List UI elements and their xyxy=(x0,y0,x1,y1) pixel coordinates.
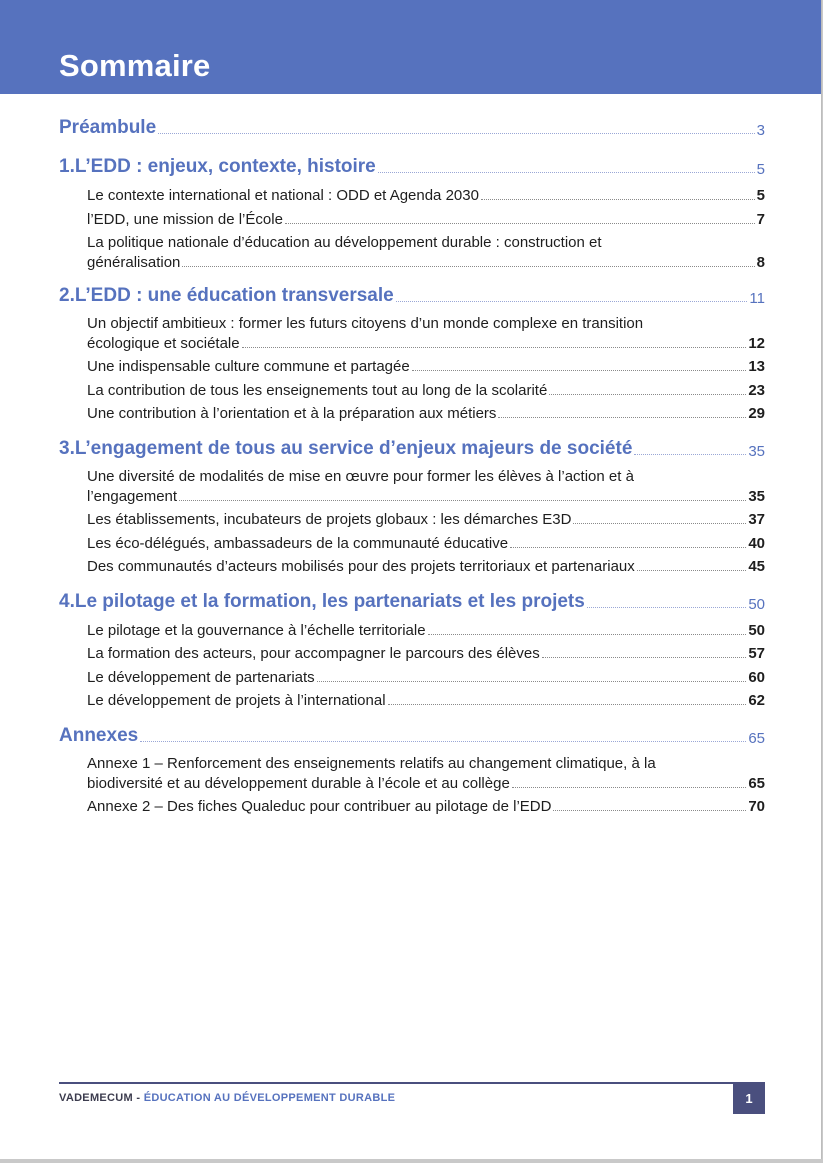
toc-item[interactable] xyxy=(87,405,765,422)
toc-page-number: 70 xyxy=(748,798,765,815)
dot-leader xyxy=(512,787,747,788)
toc-item-label: Une contribution à l’orientation et à la préparation aux métiers xyxy=(87,405,497,422)
toc-page-number: 37 xyxy=(748,511,765,528)
toc-page-number: 8 xyxy=(756,254,765,271)
dot-leader xyxy=(285,223,755,224)
toc-item-label: écologique et sociétale xyxy=(87,335,240,352)
toc-item[interactable] xyxy=(87,669,765,686)
toc-page-number: 60 xyxy=(748,669,765,686)
header-band xyxy=(0,0,821,94)
toc-item-line1[interactable]: Une diversité de modalités de mise en œuvre pour former les élèves à l’action et à xyxy=(87,468,634,485)
toc-page-number: 35 xyxy=(748,443,765,460)
toc-item-label: Une indispensable culture commune et partagée xyxy=(87,358,410,375)
dot-leader xyxy=(182,266,754,267)
toc-page-number: 50 xyxy=(748,596,765,613)
toc-item-label: Des communautés d’acteurs mobilisés pour des projets territoriaux et partenariaux xyxy=(87,558,635,575)
toc-item[interactable] xyxy=(87,335,765,352)
dot-leader xyxy=(481,199,755,200)
toc-page-number: 40 xyxy=(748,535,765,552)
toc-item-line1[interactable]: La politique nationale d’éducation au développement durable : construction et xyxy=(87,234,602,251)
toc-item[interactable] xyxy=(87,488,765,505)
toc-item[interactable] xyxy=(87,211,765,228)
toc-page-number: 23 xyxy=(748,382,765,399)
footer-brand: VADEMECUM - xyxy=(59,1092,141,1104)
dot-leader xyxy=(549,394,746,395)
dot-leader xyxy=(158,133,755,134)
toc-item[interactable] xyxy=(87,535,765,552)
toc-page-number: 62 xyxy=(748,692,765,709)
dot-leader xyxy=(553,810,746,811)
toc-section-label: 1.L’EDD : enjeux, contexte, histoire xyxy=(59,156,376,177)
toc-item[interactable] xyxy=(87,775,765,792)
dot-leader xyxy=(637,570,747,571)
toc-item-label: biodiversité et au développement durable à l’école et au collège xyxy=(87,775,510,792)
toc-page-number: 7 xyxy=(756,211,765,228)
toc-item-label: généralisation xyxy=(87,254,181,271)
dot-leader xyxy=(378,172,755,173)
toc-item-label: Le développement de projets à l’international xyxy=(87,692,386,709)
toc-section-label: Préambule xyxy=(59,117,157,138)
toc-item[interactable] xyxy=(87,511,765,528)
toc-item[interactable] xyxy=(87,254,765,271)
toc-item-label: Le développement de partenariats xyxy=(87,669,315,686)
dot-leader xyxy=(140,741,746,742)
toc-item[interactable] xyxy=(87,358,765,375)
toc-item[interactable] xyxy=(87,692,765,709)
toc-section-label: 2.L’EDD : une éducation transversale xyxy=(59,285,394,306)
toc-item[interactable] xyxy=(87,382,765,399)
toc-item-label: l’engagement xyxy=(87,488,178,505)
toc-section-label: 4.Le pilotage et la formation, les partenariats et les projets xyxy=(59,591,585,612)
footer-title xyxy=(59,1092,395,1104)
toc-item-label: La contribution de tous les enseignements tout au long de la scolarité xyxy=(87,382,548,399)
dot-leader xyxy=(498,417,746,418)
page-title: Sommaire xyxy=(59,48,211,83)
toc-item[interactable] xyxy=(87,622,765,639)
toc-page-number: 29 xyxy=(748,405,765,422)
toc-section-annexes[interactable] xyxy=(59,725,765,747)
toc-page-number: 12 xyxy=(748,335,765,352)
toc-page-number: 5 xyxy=(756,187,765,204)
toc-page-number: 65 xyxy=(748,730,765,747)
toc-section-2[interactable] xyxy=(59,285,765,307)
toc-item[interactable] xyxy=(87,645,765,662)
dot-leader xyxy=(179,500,746,501)
footer-divider xyxy=(59,1082,733,1084)
toc-section-label: 3.L’engagement de tous au service d’enjeux majeurs de société xyxy=(59,438,633,459)
dot-leader xyxy=(573,523,746,524)
toc-item[interactable] xyxy=(87,798,765,815)
footer-subtitle: ÉDUCATION AU DÉVELOPPEMENT DURABLE xyxy=(143,1092,396,1104)
toc-page-number: 3 xyxy=(756,122,765,139)
dot-leader xyxy=(317,681,747,682)
toc-item-label: Le pilotage et la gouvernance à l’échelle territoriale xyxy=(87,622,426,639)
dot-leader xyxy=(587,607,746,608)
toc-section-label: Annexes xyxy=(59,725,139,746)
toc-item-label: La formation des acteurs, pour accompagner le parcours des élèves xyxy=(87,645,540,662)
toc-item-label: l’EDD, une mission de l’École xyxy=(87,211,283,228)
page-number-badge: 1 xyxy=(733,1082,765,1114)
toc-item-label: Annexe 2 – Des fiches Qualeduc pour contribuer au pilotage de l’EDD xyxy=(87,798,552,815)
toc-page-number: 45 xyxy=(748,558,765,575)
dot-leader xyxy=(542,657,747,658)
toc-page-number: 57 xyxy=(748,645,765,662)
toc-page-number: 5 xyxy=(756,161,765,178)
toc-page-number: 35 xyxy=(748,488,765,505)
dot-leader xyxy=(388,704,747,705)
toc-item[interactable] xyxy=(87,558,765,575)
toc-item-label: Les éco-délégués, ambassadeurs de la communauté éducative xyxy=(87,535,509,552)
dot-leader xyxy=(396,301,748,302)
dot-leader xyxy=(634,454,746,455)
dot-leader xyxy=(242,347,747,348)
toc-page-number: 11 xyxy=(749,290,765,307)
toc-page-number: 13 xyxy=(748,358,765,375)
toc-section-3[interactable] xyxy=(59,438,765,460)
toc-section-1[interactable] xyxy=(59,156,765,178)
toc-section-4[interactable] xyxy=(59,591,765,613)
dot-leader xyxy=(412,370,747,371)
toc-page-number: 65 xyxy=(748,775,765,792)
toc-page-number: 50 xyxy=(748,622,765,639)
toc-item-line1[interactable]: Un objectif ambitieux : former les futurs citoyens d’un monde complexe en transition xyxy=(87,315,644,332)
dot-leader xyxy=(428,634,747,635)
toc-section-preambule[interactable] xyxy=(59,117,765,139)
toc-item-line1[interactable]: Annexe 1 – Renforcement des enseignements relatifs au changement climatique, à la xyxy=(87,755,656,772)
dot-leader xyxy=(510,547,746,548)
toc-item-label: Les établissements, incubateurs de projets globaux : les démarches E3D xyxy=(87,511,572,528)
toc-item[interactable] xyxy=(87,187,765,204)
toc-item-label: Le contexte international et national : ODD et Agenda 2030 xyxy=(87,187,479,204)
